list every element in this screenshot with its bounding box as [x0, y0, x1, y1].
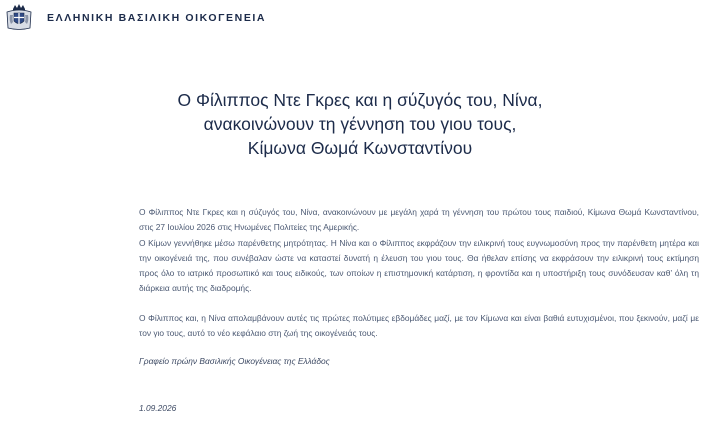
announcement-paragraph: Ο Φίλιππος Ντε Γκρες και η σύζυγός του, Νίνα, ανακοινώνουν με μεγάλη χαρά τη γέννηση του πρώτου τους παιδιού, Κίμωνα Θωμά Κωνσταντίνου, στις 27 Ιουλίου 2026 στις Ηνωμένες Πολιτείες της Αμερικής. — [139, 207, 699, 232]
site-title[interactable]: ΕΛΛΗΝΙΚΗ ΒΑΣΙΛΙΚΗ ΟΙΚΟΓΕΝΕΙΑ — [47, 12, 267, 24]
royal-crest-icon[interactable] — [4, 2, 34, 32]
site-header — [0, 0, 719, 36]
page-headline — [60, 88, 660, 160]
publication-date: 1.09.2026 — [139, 403, 177, 413]
family-paragraph: Ο Φίλιππος και, η Νίνα απολαμβάνουν αυτές τις πρώτες πολύτιμες εβδομάδες μαζί, με τον Κίμωνα και είναι βαθιά ευτυχισμένοι, που ξεκινούν, μαζί με τον γιο τους, αυτό το νέο κεφάλαιο στη ζωή της οικογένειάς τους. — [139, 313, 699, 338]
headline-line: Κίμωνα Θωμά Κωνσταντίνου — [247, 138, 473, 158]
headline-line: ανακοινώνουν τη γέννηση του γιου τους, — [203, 114, 517, 134]
signature-line: Γραφείο πρώην Βασιλικής Οικογένειας της Ελλάδος — [139, 356, 330, 366]
headline-line: Ο Φίλιππος Ντε Γκρες και η σύζυγός του, Νίνα, — [177, 90, 543, 110]
gratitude-paragraph: Ο Κίμων γεννήθηκε μέσω παρένθετης μητρότητας. Η Νίνα και ο Φίλιππος εκφράζουν την ειλικρινή τους ευγνωμοσύνη προς την παρένθετη μητέρα και την οικογένειά της, που συνέβαλαν ώστε να καταστεί δυνατή η έλευση του γιου τους. Θα ήθελαν επίσης να εκφράσουν την ειλικρινή τους εκτίμηση προς όλο το ιατρικό προσωπικό και τους ειδικούς, των οποίων η επιστημονική κατάρτιση, η φροντίδα και η υποστήριξη τους συνόδευσαν καθ’ όλη τη διάρκεια αυτής της διαδρομής. — [139, 238, 699, 293]
